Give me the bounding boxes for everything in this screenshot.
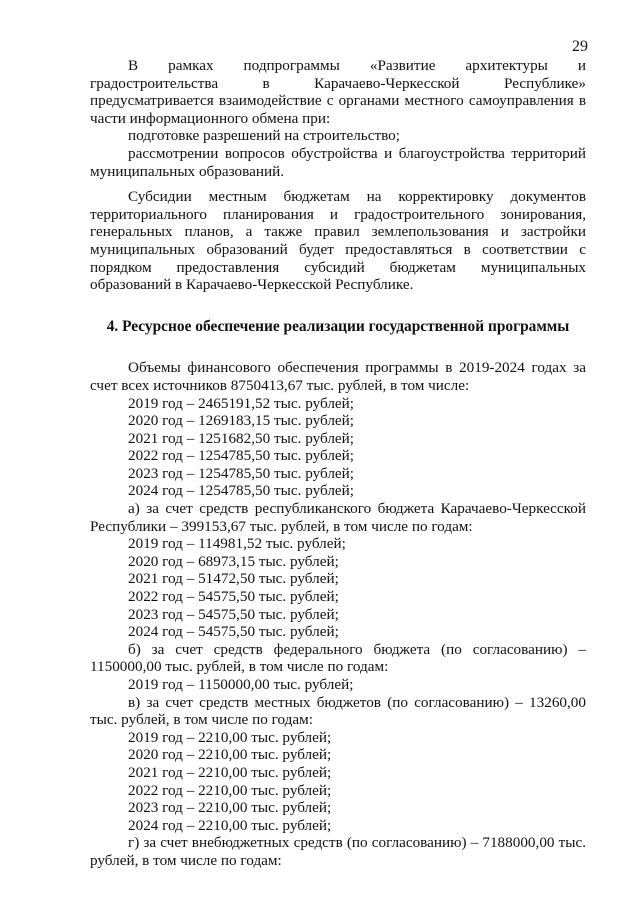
year-line: 2024 год – 2210,00 тыс. рублей; [128,816,332,834]
intro-list-item: подготовке разрешений на строительство; [128,127,400,145]
intro-list-item: рассмотрении вопросов обустройства и благоустройства территорий муниципальных образований. [90,144,586,180]
year-line: 2019 год – 2210,00 тыс. рублей; [128,728,332,746]
offbudget-paragraph: г) за счет внебюджетных средств (по согласованию) – 7188000,00 тыс. рублей, в том числе по годам: [90,834,586,869]
year-line: 2022 год – 2210,00 тыс. рублей; [128,781,332,799]
page-content [90,57,586,870]
year-line: 2020 год – 68973,15 тыс. рублей; [128,552,339,570]
local-paragraph: в) за счет средств местных бюджетов (по согласованию) – 13260,00 тыс. рублей, в том числе по годам: [90,693,586,729]
year-line: 2022 год – 1254785,50 тыс. рублей; [128,447,355,465]
year-line: 2021 год – 1251682,50 тыс. рублей; [128,429,355,447]
year-line: 2023 год – 2210,00 тыс. рублей; [128,799,332,817]
year-line: 2020 год – 2210,00 тыс. рублей; [128,746,332,764]
page-number: 29 [572,38,588,55]
year-line: 2020 год – 1269183,15 тыс. рублей; [128,412,355,430]
republic-paragraph: а) за счет средств республиканского бюджета Карачаево-Черкесской Республики – 399153,67 тыс. рублей, в том числе по годам: [90,500,586,535]
intro-paragraph: В рамках подпрограммы «Развитие архитектуры и градостроительства в Карачаево-Черкесской Республике» предусматривается взаимодействие с органами местного самоуправления в части информационного обмена при: [90,57,586,127]
year-line: 2019 год – 1150000,00 тыс. рублей; [128,676,354,693]
federal-paragraph: б) за счет средств федерального бюджета (по согласованию) – 1150000,00 тыс. рублей, в том числе по годам: [90,640,586,676]
section-heading: 4. Ресурсное обеспечение реализации государственной программы [106,317,570,335]
year-line: 2022 год – 54575,50 тыс. рублей; [128,588,339,606]
year-line: 2019 год – 2465191,52 тыс. рублей; [128,394,355,412]
year-line: 2021 год – 51472,50 тыс. рублей; [128,570,339,588]
year-line: 2024 год – 1254785,50 тыс. рублей; [128,482,355,500]
year-line: 2023 год – 54575,50 тыс. рублей; [128,605,339,623]
year-line: 2023 год – 1254785,50 тыс. рублей; [128,464,355,482]
year-line: 2024 год – 54575,50 тыс. рублей; [128,623,339,641]
year-line: 2019 год – 114981,52 тыс. рублей; [128,535,346,553]
year-line: 2021 год – 2210,00 тыс. рублей; [128,763,332,781]
subsidy-paragraph: Субсидии местным бюджетам на корректировку документов территориального планирования и градостроительного зонирования, генеральных планов, а также правил землепользования и застройки муниципальных образований будет предоставляться в соответствии с порядком предоставления субсидий бюджетам муниципальных образований в Карачаево-Черкесской Республике. [90,188,586,294]
total-paragraph: Объемы финансового обеспечения программы в 2019-2024 годах за счет всех источников 8750413,67 тыс. рублей, в том числе: [90,359,586,394]
